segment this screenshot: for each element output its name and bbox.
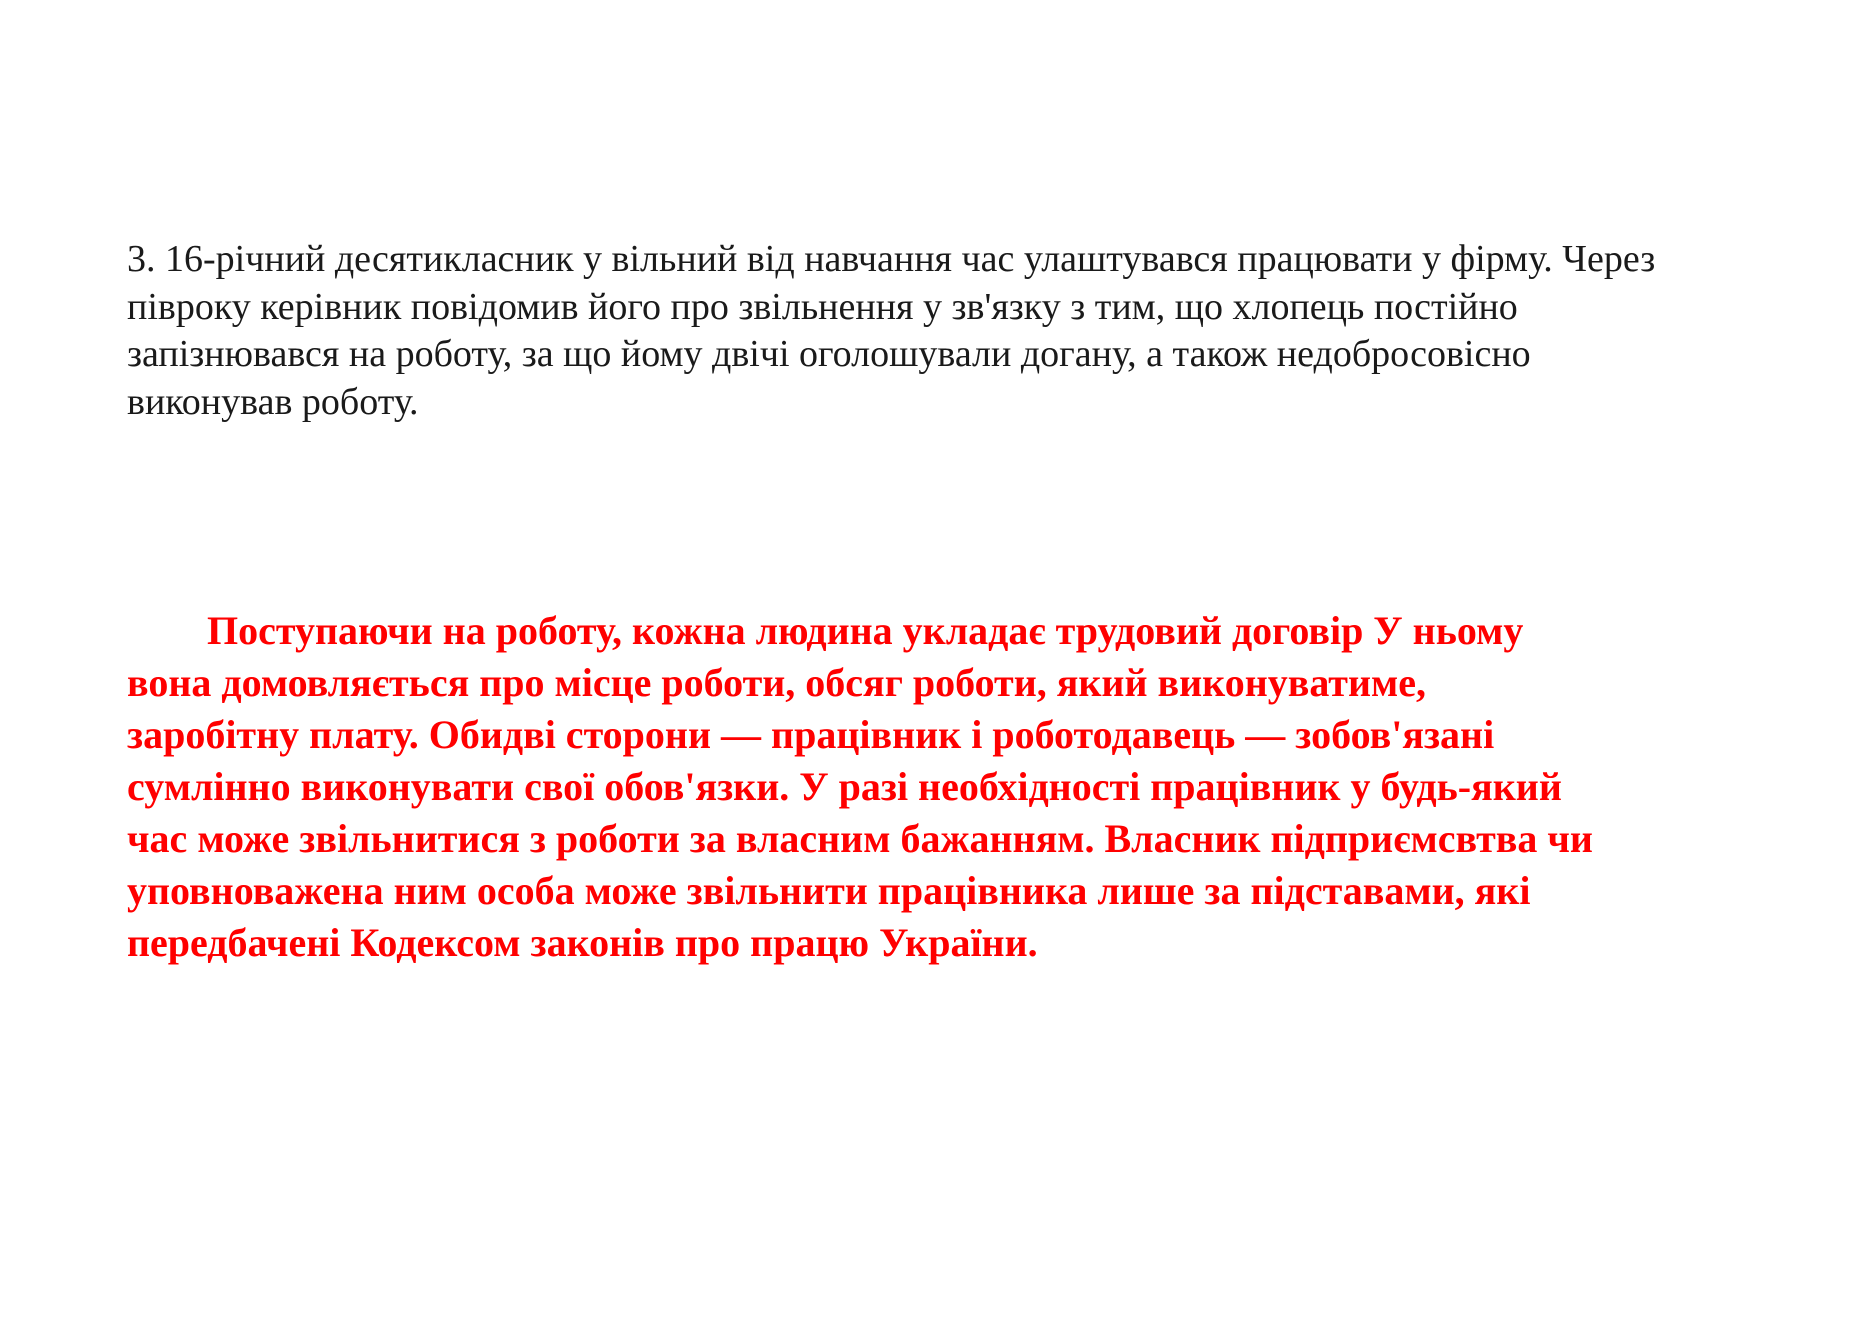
answer-line-7: передбачені Кодексом законів про працю України.	[127, 920, 1038, 965]
case-line-3: запізнювався на роботу, за що йому двічі оголошували догану, а також недобросовісно	[127, 333, 1531, 375]
answer-line-6: уповноважена ним особа може звільнити працівника лише за підставами, які	[127, 868, 1531, 913]
answer-line-5: час може звільнитися з роботи за власним бажанням. Власник підприємсвтва чи	[127, 816, 1593, 861]
answer-line-4: сумлінно виконувати свої обов'язки. У разі необхідності працівник у будь-який	[127, 764, 1562, 809]
case-line-1: 3. 16-річний десятикласник у вільний від навчання час улаштувався працювати у фірму. Через	[127, 238, 1656, 280]
case-question-text	[127, 236, 1767, 426]
answer-text	[127, 605, 1807, 969]
answer-line-2: вона домовляється про місце роботи, обсяг роботи, який виконуватиме,	[127, 660, 1427, 705]
answer-line-1: Поступаючи на роботу, кожна людина укладає трудовий договір У ньому	[207, 608, 1524, 653]
answer-line-3: заробітну плату. Обидві сторони — працівник і роботодавець — зобов'язані	[127, 712, 1495, 757]
case-line-2: півроку керівник повідомив його про звільнення у зв'язку з тим, що хлопець постійно	[127, 285, 1518, 328]
case-line-4: виконував роботу.	[127, 380, 419, 423]
